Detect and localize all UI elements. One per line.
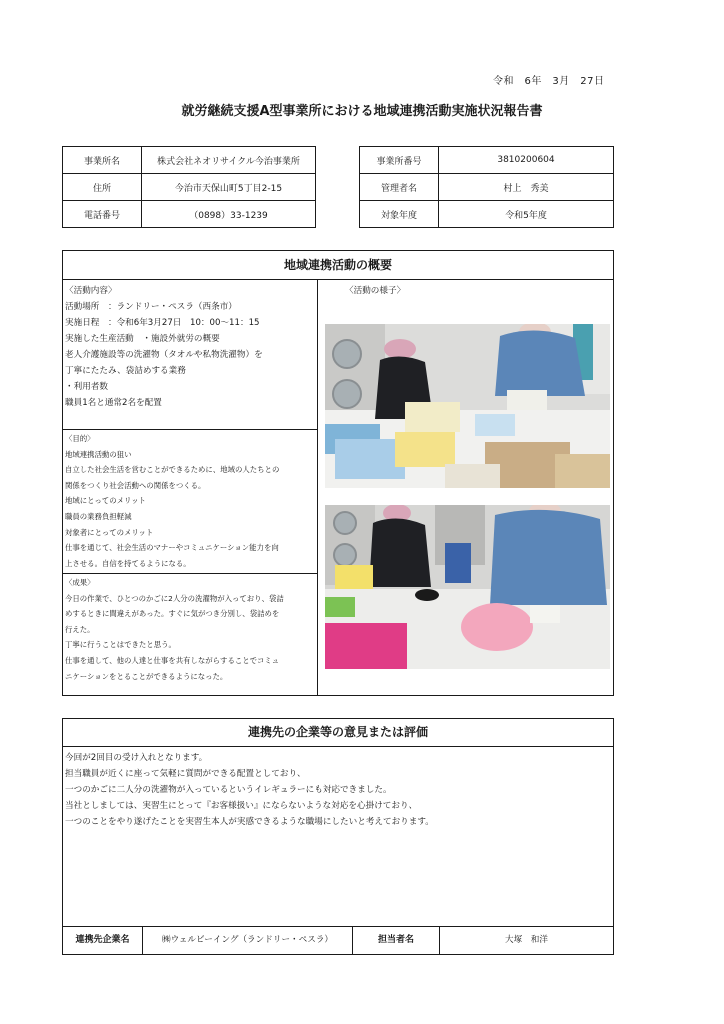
result-line: ニケーションをとることができるようになった。: [65, 671, 228, 681]
purpose-line: 自立した社会生活を営むことができるために、地域の人たちとの: [65, 465, 280, 475]
column-divider: [317, 280, 318, 695]
purpose-line: 上させる。自信を持てるようになる。: [65, 558, 191, 568]
facility-id-table: [359, 146, 614, 228]
activity-line: 老人介護施設等の洗濯物（タオルや私物洗濯物）を: [65, 350, 263, 360]
activity-line: 丁寧にたたみ、袋詰めする業務: [65, 366, 186, 376]
fiscal-year-label: 対象年度: [360, 201, 439, 228]
table-row: [63, 147, 316, 174]
overview-section: [62, 250, 614, 696]
table-row: [360, 147, 614, 174]
activity-line: 活動場所 ：ランドリー・ペスラ（西条市）: [65, 302, 237, 312]
partner-label: 連携先企業名: [75, 935, 130, 945]
result-heading: 〈成果〉: [65, 578, 95, 587]
table-row: [360, 174, 614, 201]
evaluation-line: 担当職員が近くに座って気軽に質問ができる配置としており、: [65, 769, 306, 779]
activity-line: ・利用者数: [65, 382, 108, 392]
result-line: 丁寧に行うことはできたと思う。: [65, 640, 176, 650]
facility-info-table: [62, 146, 316, 228]
purpose-line: 職員の業務負担軽減: [65, 511, 132, 521]
result-block: [65, 575, 315, 684]
address-label: 住所: [63, 174, 142, 201]
purpose-line: 関係をつくり社会活動への関係をつくる。: [65, 480, 206, 490]
facility-name-label: 事業所名: [63, 147, 142, 174]
divider: [63, 573, 317, 574]
purpose-block: [65, 431, 315, 571]
result-line: めするときに間違えがあった。すぐに気がつき分別し、袋詰めを: [65, 609, 280, 619]
activity-line: 実施日程 ：令和6年3月27日 10：00〜11：15: [65, 318, 260, 328]
report-date: 令和 6年 3月 27日: [493, 76, 605, 87]
activity-line: 実施した生産活動 ・施設外就労の概要: [65, 334, 220, 344]
activity-content-block: [65, 283, 315, 411]
photos-heading: 〈活動の様子〉: [345, 286, 406, 296]
table-row: [63, 174, 316, 201]
evaluation-line: 当社としましては、実習生にとって『お客様扱い』にならないような対応を心掛けており、: [65, 801, 418, 811]
contact-value: 大塚 和洋: [505, 935, 548, 945]
evaluation-section: [62, 718, 614, 955]
phone-value: （0898）33-1239: [142, 201, 316, 228]
overview-heading: 地域連携活動の概要: [63, 251, 613, 280]
purpose-line: 地域連携活動の狙い: [65, 449, 132, 459]
activity-line: 職員1名と通常2名を配置: [65, 398, 162, 408]
result-line: 行えた。: [65, 624, 95, 634]
purpose-line: 対象者にとってのメリット: [65, 527, 154, 537]
contact-label: 担当者名: [377, 935, 414, 945]
table-row: [360, 201, 614, 228]
phone-label: 電話番号: [63, 201, 142, 228]
evaluation-line: 一つのことをやり遂げたことを実習生本人が実感できるような職場にしたいと考えております。: [65, 817, 434, 827]
purpose-line: 地域にとってのメリット: [65, 496, 146, 506]
activity-photo-2: [325, 505, 610, 669]
report-title: 就労継続支援A型事業所における地域連携活動実施状況報告書: [181, 104, 543, 119]
facility-number-label: 事業所番号: [360, 147, 439, 174]
activity-content-heading: 〈活動内容〉: [65, 286, 117, 296]
facility-number-value: 3810200604: [439, 147, 614, 174]
address-value: 今治市天保山町5丁目2-15: [142, 174, 316, 201]
evaluation-line: 一つのかごに二人分の洗濯物が入っているというイレギュラーにも対応できました。: [65, 785, 392, 795]
facility-name-value: 株式会社ネオリサイクル今治事業所: [142, 147, 316, 174]
divider: [63, 429, 317, 430]
evaluation-text-block: [65, 750, 610, 830]
partner-value: ㈱ウェルビーイング（ランドリー・ペスラ）: [161, 935, 334, 945]
manager-value: 村上 秀美: [439, 174, 614, 201]
result-line: 今日の作業で、ひとつのかごに2人分の洗濯物が入っており、袋詰: [65, 593, 284, 603]
evaluation-line: 今回が2回目の受け入れとなります。: [65, 753, 208, 763]
result-line: 仕事を通して、他の人達と仕事を共有しながらすることでコミュ: [65, 655, 280, 665]
manager-label: 管理者名: [360, 174, 439, 201]
activity-photo-1: [325, 324, 610, 488]
fiscal-year-value: 令和5年度: [439, 201, 614, 228]
purpose-heading: 〈目的〉: [65, 434, 95, 443]
table-row: [63, 201, 316, 228]
evaluation-heading: 連携先の企業等の意見または評価: [63, 719, 613, 747]
purpose-line: 仕事を通じて、社会生活のマナーやコミュニケーション能力を向: [65, 543, 279, 553]
